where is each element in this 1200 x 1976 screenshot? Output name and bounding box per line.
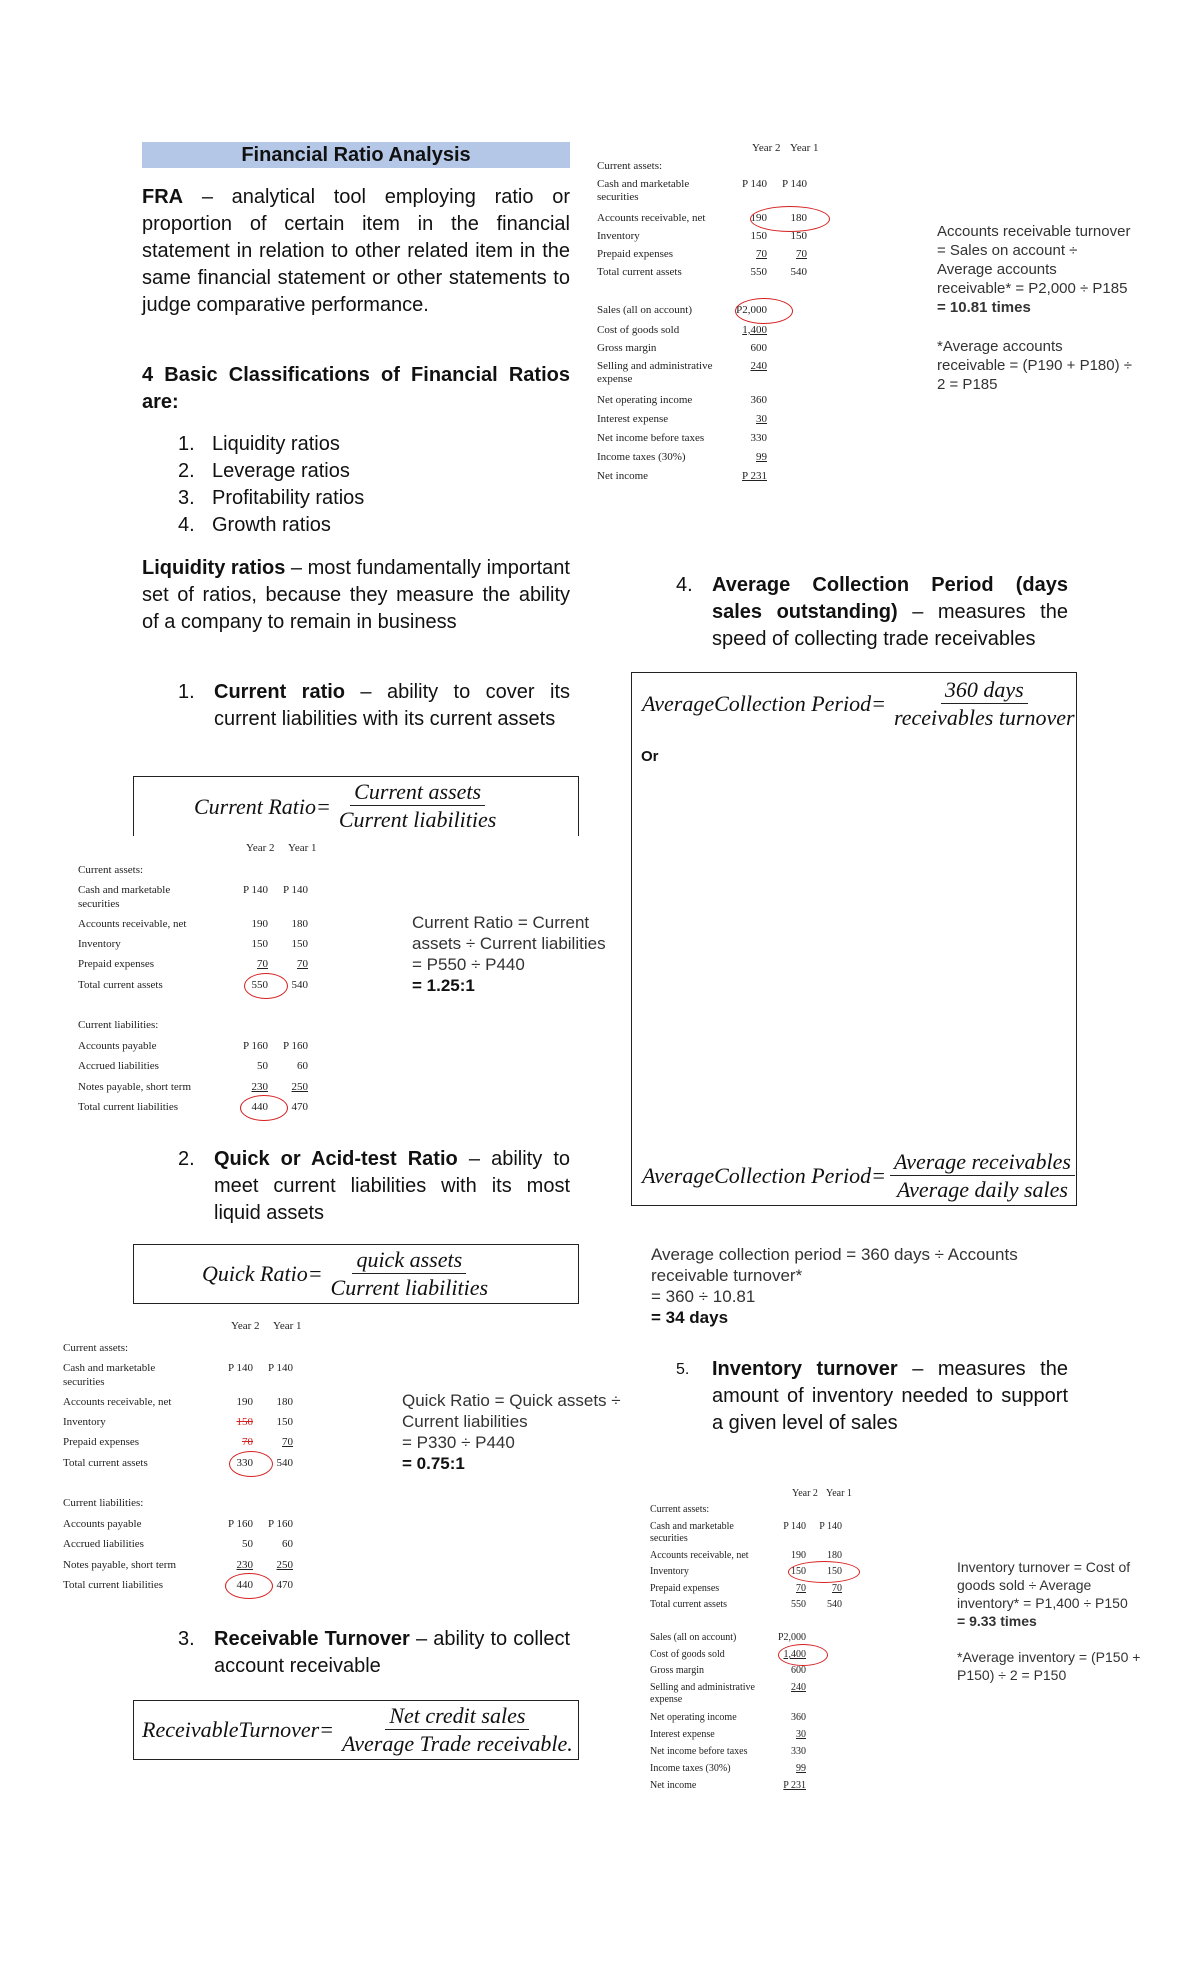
income-statement-ar-turnover: Year 2 Year 1 Current assets: Cash and marketable P 140 P 140 securities Accounts receivable, net 190 180 Inventory 150 150 Prepaid expenses 70 70 Total current assets 550 540 Sales (all on account) P2,000 Cost of goods sold 1,400 Gross margin 600 Selling and administrative 240 expense Net operating income 360 Interest expense 30 Net income before taxes 330 Income taxes (30%) 99 Net income P 231 xyxy=(597,138,857,488)
quick-ratio-item: 2. Quick or Acid-test Ratio – ability to meet current liabilities with its most liquid assets xyxy=(178,1148,570,1224)
highlight-circle xyxy=(229,1451,273,1477)
avg-collection-period-box xyxy=(631,672,1077,1206)
highlight-circle xyxy=(735,298,793,324)
receivable-turnover-formula: ReceivableTurnover= $\frac{\text{Net credit sales}}{\text{Average Trade receivable.}}$ xyxy=(133,1700,579,1760)
income-statement-inventory-turnover: Year 2 Year 1 Current assets: Cash and marketable P 140 P 140 securities Accounts receivable, net 190 180 Inventory 150 150 Prepaid expenses 70 70 Total current assets 550 540 Sales (all on account) P2,000 Cost of goods sold 1,400 Gross margin 600 Selling and administrative 240 expense Net operating income 360 Interest expense 30 Net income before taxes 330 Income taxes (30%) 99 Net income P 231 xyxy=(650,1486,890,1790)
highlight-circle xyxy=(778,1644,828,1666)
avg-collection-period-formula-2: AverageCollection Period= $\frac{\text{Average receivables}}{\text{Average daily sales}}$ xyxy=(642,1146,1102,1206)
avg-collection-period-formula-1: AverageCollection Period= $\frac{\text{360 days}}{\text{receivables turnover}}$ xyxy=(642,676,1075,730)
quick-ratio-formula: Quick Ratio= $\frac{\text{quick assets}}{\text{Current liabilities}}$ xyxy=(133,1244,579,1304)
fra-definition xyxy=(142,184,570,319)
balance-sheet-current-ratio: Year 2 Year 1 Current assets: Cash and marketable P 140 P 140 securities Accounts receivable, net 190 180 Inventory 150 150 Prepaid expenses 70 70 Total current assets 550 540 Current liabilities: Accounts payable P 160 P 160 Accrued liabilities 50 60 Notes payable, short term 230 250 Total current liabilities 440 470 xyxy=(78,838,338,1128)
inventory-turnover-item: 5. Inventory turnover – measures the amount of inventory needed to support a given level of sales xyxy=(676,1358,1068,1434)
highlight-circle xyxy=(788,1561,860,1583)
list-item: 4. Growth ratios xyxy=(178,514,331,536)
fra-term: FRA xyxy=(142,186,184,208)
quick-ratio-calculation: Quick Ratio = Quick assets ÷ Current liabilities = P330 ÷ P440 = 0.75:1 xyxy=(402,1391,621,1473)
highlight-circle xyxy=(750,206,830,232)
classifications-list xyxy=(178,431,558,539)
highlight-circle xyxy=(225,1573,273,1599)
list-item: 1. Liquidity ratios xyxy=(178,433,340,455)
fra-text: – analytical tool employing ratio or proportion of certain item in the financial statement in relation to other related item in the same financial statement or other statements to judge comparative performance. xyxy=(142,186,570,316)
classifications-heading: 4 Basic Classifications of Financial Ratios are: xyxy=(142,364,570,413)
list-item: 2. Leverage ratios xyxy=(178,460,350,482)
highlight-circle xyxy=(240,1095,288,1121)
or-label: Or xyxy=(641,748,659,765)
page-title: Financial Ratio Analysis xyxy=(142,142,570,168)
current-ratio-item: 1. Current ratio – ability to cover its current liabilities with its current assets xyxy=(178,681,570,730)
inventory-turnover-calculation: Inventory turnover = Cost of goods sold ÷ Average inventory* = P1,400 ÷ P150 = 9.33 times *Average inventory = (P150 + P150) ÷ 2 = P150 xyxy=(957,1559,1141,1683)
current-ratio-formula: Current Ratio= $\frac{\text{Current assets}}{\text{Current liabilities}}$ xyxy=(133,776,579,836)
liquidity-definition: Liquidity ratios – most fundamentally important set of ratios, because they measure the ability of a company to remain in business xyxy=(142,557,570,633)
highlight-circle xyxy=(244,973,288,999)
avg-collection-period-calculation: Average collection period = 360 days ÷ Accounts receivable turnover* = 360 ÷ 10.81 = 34 days xyxy=(651,1245,1018,1327)
current-ratio-calculation: Current Ratio = Current assets ÷ Current liabilities = P550 ÷ P440 = 1.25:1 xyxy=(412,913,606,995)
balance-sheet-quick-ratio: Year 2 Year 1 Current assets: Cash and marketable P 140 P 140 securities Accounts receivable, net 190 180 Inventory 150 150 Prepaid expenses 70 70 Total current assets 330 540 Current liabilities: Accounts payable P 160 P 160 Accrued liabilities 50 60 Notes payable, short term 230 250 Total current liabilities 440 470 xyxy=(63,1316,323,1606)
avg-collection-period-item: 4. Average Collection Period (days sales outstanding) – measures the speed of collecting trade receivables xyxy=(676,574,1068,650)
ar-turnover-calculation: Accounts receivable turnover = Sales on account ÷ Average accounts receivable* = P2,000 ÷ P185 = 10.81 times *Average accounts receivable = (P190 + P180) ÷ 2 = P185 xyxy=(937,223,1133,393)
list-item: 3. Profitability ratios xyxy=(178,487,365,509)
receivable-turnover-item: 3. Receivable Turnover – ability to collect account receivable xyxy=(178,1628,570,1677)
